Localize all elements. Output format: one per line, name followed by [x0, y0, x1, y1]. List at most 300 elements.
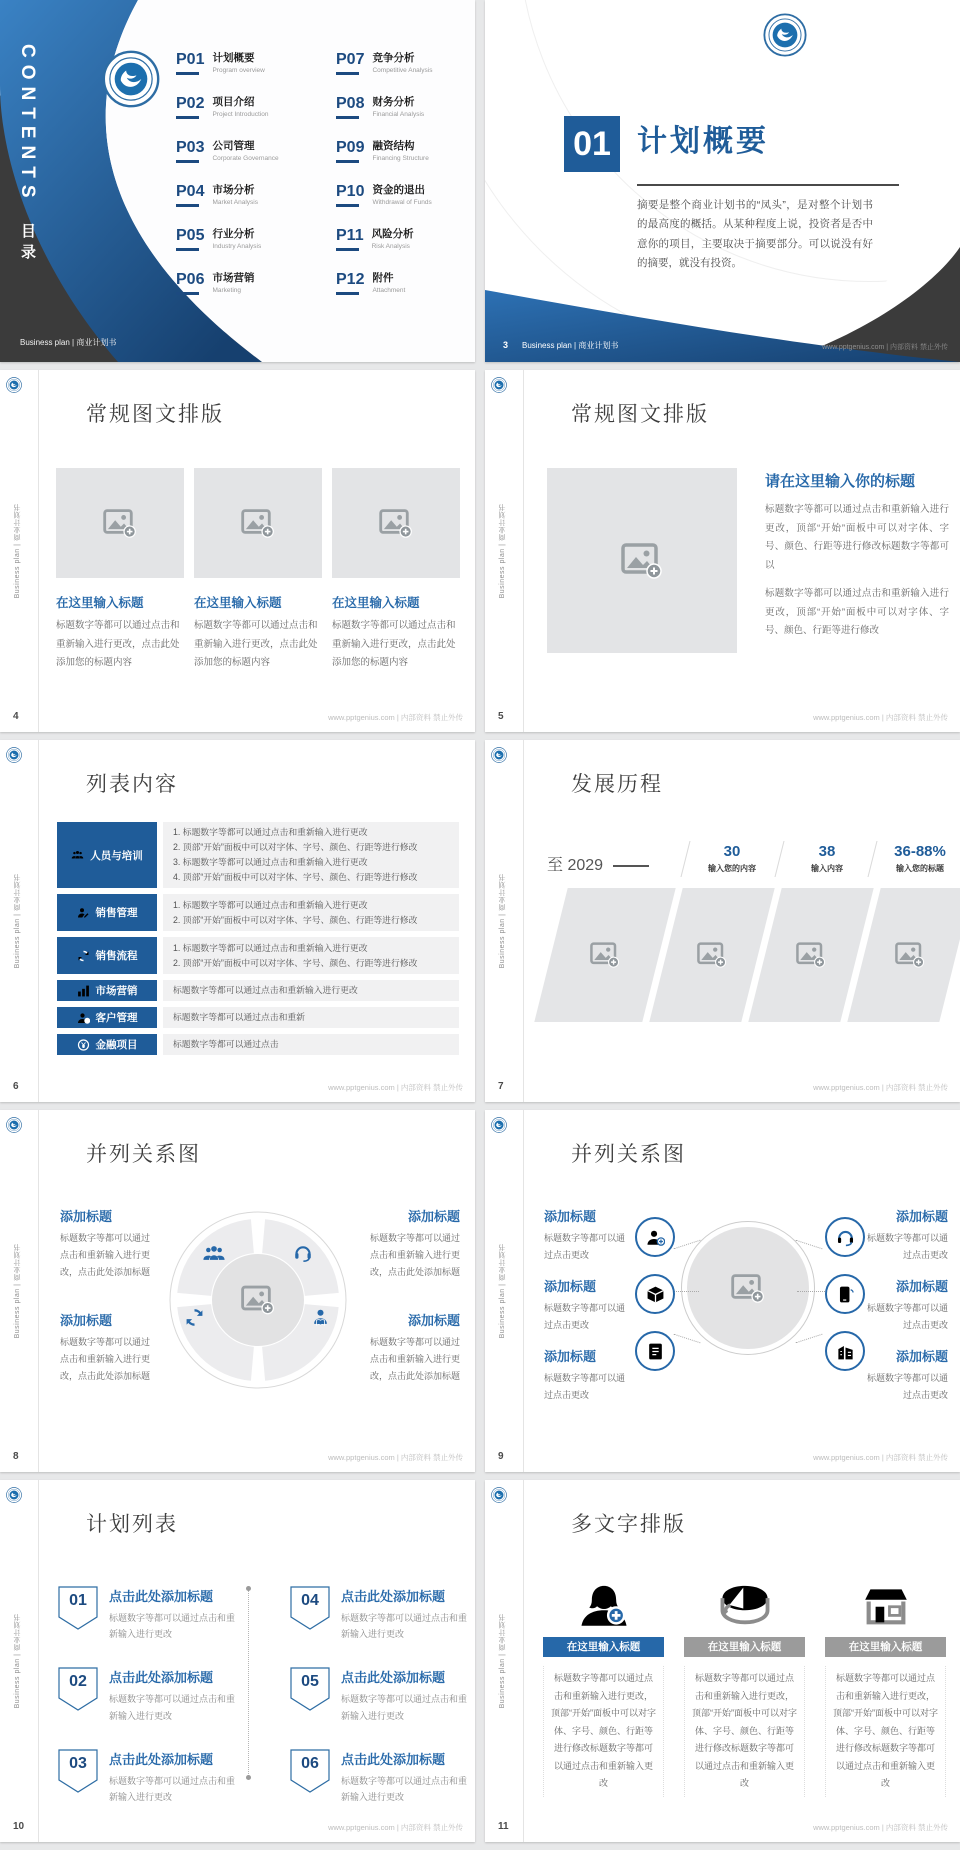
watermark: www.pptgenius.com | 内部资料 禁止外传 [813, 1083, 948, 1092]
list-line: 2. 顶部“开始”面板中可以对字体、字号、颜色、行距等进行修改 [173, 842, 418, 853]
toc-underline [336, 160, 359, 163]
list-label-text: 金融项目 [95, 1039, 138, 1051]
toc-number: P08 [336, 95, 365, 112]
column-body: 标题数字等都可以通过点击和重新输入进行更改，顶部“开始”面板中可以对字体、字号、颜色、行距等进行修改标题数字等都可以通过点击和重新输入更改 [825, 1666, 946, 1797]
page-number: 10 [13, 1821, 25, 1832]
card-title: 在这里输入标题 [194, 596, 282, 610]
list-rows [57, 822, 459, 1055]
toc-item [176, 184, 279, 213]
toc-title: 竞争分析 [372, 52, 415, 64]
company-logo [6, 377, 22, 393]
list-row [57, 1034, 459, 1055]
image-placeholder [56, 468, 184, 578]
list-label [57, 1007, 157, 1028]
sales-process-icon [77, 950, 90, 962]
woman-plus-icon [578, 1582, 630, 1628]
plan-text [109, 1667, 242, 1723]
toc-underline [176, 72, 199, 75]
sidebar-divider [523, 1480, 524, 1842]
number-badge [290, 1586, 330, 1630]
item-heading: 点击此处添加标题 [109, 1751, 214, 1767]
image-card [194, 468, 322, 673]
slide-plan-list[interactable] [0, 1480, 475, 1842]
finance-icon [77, 1039, 90, 1051]
toc-underline [336, 248, 359, 251]
card-body: 标题数字等都可以通过点击和重新输入进行更改，点击此处添加您的标题内容 [194, 620, 318, 669]
toc-number: P01 [176, 51, 205, 68]
block-heading: 添加标题 [895, 1209, 948, 1224]
diagram-text-block [544, 1276, 632, 1334]
toc-underline [336, 116, 359, 119]
customer-icon [77, 1012, 90, 1024]
toc-subtitle: Competitive Analysis [372, 66, 433, 74]
diagram-text-block [366, 1206, 460, 1281]
slide-title: 并列关系图 [571, 1143, 686, 1166]
toc-number: P02 [176, 95, 205, 112]
block-heading: 请在这里输入你的标题 [765, 473, 916, 490]
item-body: 标题数字等都可以通过点击和重新输入进行更改 [109, 1613, 236, 1640]
timeline-stat [865, 843, 960, 874]
list-line: 标题数字等都可以通过点击和重新 [173, 1012, 305, 1023]
page-number: 11 [498, 1821, 509, 1832]
item-heading: 点击此处添加标题 [109, 1589, 214, 1604]
timeline-panels [551, 888, 956, 1022]
image-card [56, 468, 184, 673]
item-body: 标题数字等都可以通过点击和重新输入进行更改 [341, 1694, 468, 1721]
slide-title: 常规图文排版 [86, 403, 224, 426]
toc-title: 行业分析 [212, 228, 255, 240]
item-heading: 点击此处添加标题 [341, 1589, 446, 1604]
block-heading: 添加标题 [60, 1209, 113, 1224]
list-panel [163, 822, 459, 888]
toc-number: P09 [336, 139, 365, 156]
stat-value: 36-88% [894, 843, 946, 860]
image-card-row [56, 468, 460, 673]
stat-label: 输入您的标题 [896, 864, 944, 873]
column-title-bar: 在这里输入标题 [825, 1637, 946, 1657]
block-heading: 添加标题 [544, 1279, 597, 1294]
toc-underline [176, 116, 199, 119]
icon-area [684, 1564, 805, 1628]
block-heading: 添加标题 [544, 1209, 597, 1224]
sidebar-divider [38, 370, 39, 732]
toc-number: P10 [336, 183, 365, 200]
toc-title: 公司管理 [212, 140, 255, 152]
list-line: 4. 顶部“开始”面板中可以对字体、字号、颜色、行距等进行修改 [173, 871, 418, 882]
item-body: 标题数字等都可以通过点击和重新输入进行更改 [109, 1694, 236, 1721]
sales-management-icon [77, 907, 90, 919]
sidebar-vertical-label: Business plan | 商业计划书 [14, 1613, 21, 1709]
add-image-icon [731, 1274, 765, 1303]
multi-text-columns [543, 1564, 946, 1797]
toc-subtitle: Financing Structure [372, 154, 429, 162]
list-label [57, 1034, 157, 1055]
list-panel [163, 1034, 459, 1055]
headset-support-icon [836, 1228, 855, 1247]
badge-number: 03 [69, 1754, 87, 1772]
toc-item [176, 96, 279, 125]
contents-title-cn: 目录 [19, 222, 36, 265]
page-number: 7 [498, 1081, 504, 1092]
sidebar-divider [523, 1110, 524, 1472]
list-row [57, 980, 459, 1001]
stat-label: 输入您的内容 [708, 864, 756, 873]
list-panel [163, 980, 459, 1001]
card-body: 标题数字等都可以通过点击和重新输入进行更改，点击此处添加您的标题内容 [332, 620, 456, 669]
column-body: 标题数字等都可以通过点击和重新输入进行更改，顶部“开始”面板中可以对字体、字号、颜色、行距等进行修改标题数字等都可以通过点击和重新输入更改 [543, 1666, 664, 1797]
sidebar-vertical-label: Business plan | 商业计划书 [14, 503, 21, 599]
list-line: 1. 标题数字等都可以通过点击和重新输入进行更改 [173, 827, 368, 838]
toc-number: P04 [176, 183, 205, 200]
company-logo [6, 1117, 22, 1133]
sidebar-divider [523, 740, 524, 1102]
block-heading: 添加标题 [407, 1313, 460, 1328]
slide-title: 常规图文排版 [571, 403, 709, 426]
number-badge [58, 1749, 98, 1793]
marketing-chart-icon [77, 985, 90, 997]
toc-underline [176, 292, 199, 295]
plan-item [58, 1749, 242, 1805]
plan-text [341, 1586, 474, 1642]
company-logo [491, 1117, 507, 1133]
timeline-stat [677, 843, 787, 874]
team-icon [71, 849, 84, 861]
toc-underline [176, 248, 199, 251]
list-line: 2. 顶部“开始”面板中可以对字体、字号、颜色、行距等进行修改 [173, 957, 418, 968]
list-panel [163, 894, 459, 931]
block-heading: 添加标题 [407, 1209, 460, 1224]
sidebar-vertical-label: Business plan | 商业计划书 [499, 1613, 506, 1709]
column-title-bar: 在这里输入标题 [543, 1637, 664, 1657]
slide-footer [503, 340, 618, 351]
column-title-bar: 在这里输入标题 [684, 1637, 805, 1657]
column-body: 标题数字等都可以通过点击和重新输入进行更改，顶部“开始”面板中可以对字体、字号、颜色、行距等进行修改标题数字等都可以通过点击和重新输入更改 [684, 1666, 805, 1797]
slide-image-text-layout-3col[interactable] [0, 370, 475, 732]
toc-item [336, 52, 432, 81]
block-body: 标题数字等都可以通过点击和重新输入进行更改，点击此处添加标题 [60, 1337, 151, 1382]
contents-vertical-title [16, 44, 38, 265]
toc-title: 项目介绍 [212, 96, 255, 108]
person-plus-icon [646, 1228, 665, 1247]
stat-label: 输入内容 [811, 864, 843, 873]
section-number-box: 01 [564, 116, 620, 172]
block-body: 标题数字等都可以通过点击和重新输入进行更改，点击此处添加标题 [369, 1233, 460, 1278]
add-image-icon [241, 509, 275, 538]
title-divider [637, 184, 899, 186]
block-body: 标题数字等都可以通过点击更改 [866, 1233, 948, 1261]
sidebar-divider [38, 1110, 39, 1472]
watermark: www.pptgenius.com | 内部资料 禁止外传 [328, 1823, 463, 1832]
quadrant-wheel-diagram [167, 1209, 349, 1391]
toc-column-left [176, 52, 279, 301]
watermark: www.pptgenius.com | 内部资料 禁止外传 [328, 713, 463, 722]
slide-footer-label: Business plan | 商业计划书 [20, 338, 117, 347]
list-line: 2. 顶部“开始”面板中可以对字体、字号、颜色、行距等进行修改 [173, 914, 418, 925]
toc-title: 附件 [372, 272, 394, 284]
slide-parallel-relation-hub[interactable] [485, 1110, 960, 1472]
package-box-icon [646, 1285, 665, 1304]
slide-image-text-layout-1col[interactable] [485, 370, 960, 732]
hub-circle [681, 1221, 815, 1355]
plan-text [341, 1667, 474, 1723]
badge-number: 04 [301, 1592, 319, 1609]
plan-item [290, 1667, 474, 1723]
diagram-text-block [860, 1206, 948, 1264]
list-label [57, 894, 157, 931]
slide-section-cover[interactable] [485, 0, 960, 362]
toc-subtitle: Marketing [212, 286, 242, 294]
list-row [57, 937, 459, 974]
toc-subtitle: Attachment [372, 286, 406, 294]
block-body: 标题数字等都可以通过点击更改 [544, 1303, 626, 1331]
toc-item [336, 184, 432, 213]
watermark: www.pptgenius.com | 内部资料 禁止外传 [328, 1453, 463, 1462]
plan-text [109, 1749, 242, 1805]
toc-title: 市场营销 [212, 272, 255, 284]
block-heading: 添加标题 [895, 1349, 948, 1364]
watermark: www.pptgenius.com | 内部资料 禁止外传 [813, 713, 948, 722]
sidebar-vertical-label: Business plan | 商业计划书 [14, 873, 21, 969]
building-icon [836, 1342, 855, 1361]
item-body: 标题数字等都可以通过点击和重新输入进行更改 [341, 1613, 468, 1640]
list-label [57, 980, 157, 1001]
toc-title: 资金的退出 [372, 184, 425, 196]
toc-underline [176, 204, 199, 207]
toc-number: P06 [176, 271, 205, 288]
toc-title: 融资结构 [372, 140, 415, 152]
toc-underline [336, 292, 359, 295]
plan-grid [58, 1586, 474, 1805]
list-line: 标题数字等都可以通过点击和重新输入进行更改 [173, 985, 358, 996]
company-logo [763, 13, 807, 57]
slide-title: 列表内容 [86, 773, 178, 796]
diagram-text-block [60, 1310, 154, 1385]
page-number: 4 [13, 711, 19, 722]
block-body: 标题数字等都可以通过点击和重新输入进行更改，点击此处添加标题 [60, 1233, 151, 1278]
stat-value: 38 [818, 843, 836, 860]
slide-footer-label: Business plan | 商业计划书 [522, 341, 619, 350]
watermark: www.pptgenius.com | 内部资料 禁止外传 [813, 1453, 948, 1462]
timeline-dash [613, 865, 649, 867]
toc-title: 计划概要 [212, 52, 255, 64]
slide-title: 多文字排版 [571, 1513, 686, 1536]
list-line: 标题数字等都可以通过点击 [173, 1039, 279, 1050]
text-column [684, 1564, 805, 1797]
list-label [57, 822, 157, 888]
list-panel [163, 937, 459, 974]
page-number: 9 [498, 1451, 504, 1462]
list-panel [163, 1007, 459, 1028]
node-document [635, 1331, 675, 1371]
plan-item [58, 1586, 242, 1642]
number-badge [290, 1667, 330, 1711]
item-body: 标题数字等都可以通过点击和重新输入进行更改 [109, 1775, 236, 1802]
block-paragraph: 标题数字等都可以通过点击和重新输入进行更改，顶部“开始”面板中可以对字体、字号、颜色、行距等进行修改标题数字等都可以 [765, 504, 949, 571]
toc-title: 市场分析 [212, 184, 255, 196]
slide-parallel-relation-wheel[interactable] [0, 1110, 475, 1472]
store-building-icon [860, 1582, 912, 1628]
list-label-text: 市场营销 [95, 985, 138, 997]
block-body: 标题数字等都可以通过点击更改 [866, 1373, 948, 1401]
section-summary-text: 摘要是整个商业计划书的“凤头”，是对整个计划书的最高度的概括。从某种程度上说，投资者是否中意你的项目，主要取决于摘要部分。可以说没有好的摘要，就没有投资。 [637, 199, 873, 270]
slide-list-content[interactable] [0, 740, 475, 1102]
toc-underline [336, 204, 359, 207]
card-title: 在这里输入标题 [332, 596, 420, 610]
diagram-text-block [60, 1206, 154, 1281]
slide-title: 发展历程 [571, 773, 663, 796]
dotted-connector [671, 1291, 699, 1292]
add-image-icon [590, 942, 620, 968]
item-heading: 点击此处添加标题 [341, 1670, 446, 1686]
company-logo [6, 1487, 22, 1503]
plan-item [58, 1667, 242, 1723]
add-image-icon [895, 942, 925, 968]
diagram-text-block [860, 1276, 948, 1334]
image-placeholder [687, 1227, 809, 1349]
block-body: 标题数字等都可以通过点击和重新输入进行更改，点击此处添加标题 [369, 1337, 460, 1382]
list-label [57, 937, 157, 974]
company-logo [102, 50, 160, 108]
page-number: 8 [13, 1451, 19, 1462]
toc-subtitle: Withdrawal of Funds [372, 198, 432, 206]
toc-subtitle: Project Introduction [212, 110, 269, 118]
section-title: 计划概要 [637, 125, 769, 158]
list-label-text: 人员与培训 [90, 849, 143, 862]
toc-subtitle: Market Analysis [212, 198, 258, 206]
plan-item [290, 1749, 474, 1805]
timeline-year [547, 852, 649, 875]
dotted-connector [797, 1291, 825, 1292]
plan-item [290, 1586, 474, 1642]
stat-value: 30 [723, 843, 741, 860]
item-body: 标题数字等都可以通过点击和重新输入进行更改 [341, 1775, 468, 1802]
toc-item [176, 140, 279, 169]
item-heading: 点击此处添加标题 [109, 1670, 214, 1686]
list-line: 1. 标题数字等都可以通过点击和重新输入进行更改 [173, 942, 368, 953]
list-line: 1. 标题数字等都可以通过点击和重新输入进行更改 [173, 899, 368, 910]
icon-area [543, 1564, 664, 1628]
slide-title: 并列关系图 [86, 1143, 201, 1166]
timeline-year-label: 至 2029 [547, 857, 604, 874]
list-row [57, 1007, 459, 1028]
plan-column-right [290, 1586, 474, 1805]
document-icon [646, 1342, 665, 1361]
plan-text [341, 1749, 474, 1805]
slide-title: 计划列表 [86, 1513, 178, 1536]
add-image-icon [103, 509, 137, 538]
text-column [543, 1564, 664, 1797]
toc-subtitle: Program overview [212, 66, 265, 74]
toc-item [336, 96, 432, 125]
list-line: 3. 标题数字等都可以通过点击和重新输入进行更改 [173, 857, 368, 867]
toc-item [336, 140, 432, 169]
company-logo [491, 747, 507, 763]
icon-area [825, 1564, 946, 1628]
slide-multi-text-layout[interactable] [485, 1480, 960, 1842]
node-package [635, 1274, 675, 1314]
node-customer [825, 1217, 865, 1257]
node-building [825, 1331, 865, 1371]
block-heading: 添加标题 [60, 1313, 113, 1328]
toc-subtitle: Industry Analysis [212, 242, 262, 250]
list-label-text: 客户管理 [95, 1012, 138, 1024]
slide-development-history[interactable] [485, 740, 960, 1102]
sidebar-vertical-label: Business plan | 商业计划书 [499, 503, 506, 599]
toc-number: P07 [336, 51, 365, 68]
sidebar-divider [38, 740, 39, 1102]
badge-number: 05 [301, 1673, 319, 1691]
add-image-icon [379, 509, 413, 538]
text-block [765, 470, 949, 641]
slide-contents[interactable] [0, 0, 475, 362]
toc-underline [336, 72, 359, 75]
block-paragraph: 标题数字等都可以通过点击和重新输入进行更改，顶部“开始”面板中可以对字体、字号、颜色、行距等进行修改 [765, 588, 949, 637]
toc-number: P03 [176, 139, 205, 156]
image-placeholder [332, 468, 460, 578]
list-label-text: 销售管理 [95, 907, 138, 919]
image-placeholder [547, 468, 737, 653]
toc-title: 财务分析 [372, 96, 415, 108]
number-badge [58, 1586, 98, 1630]
badge-number: 02 [69, 1673, 87, 1691]
page-number: 6 [13, 1081, 19, 1092]
page-number: 3 [503, 340, 509, 350]
contents-title-en: CONTENTS [17, 44, 38, 205]
block-body: 标题数字等都可以通过点击更改 [544, 1373, 626, 1401]
toc-subtitle: Risk Analysis [371, 242, 410, 250]
text-column [825, 1564, 946, 1797]
company-logo [491, 1487, 507, 1503]
sidebar-divider [523, 370, 524, 732]
badge-number: 06 [301, 1754, 319, 1772]
card-body: 标题数字等都可以通过点击和重新输入进行更改，点击此处添加您的标题内容 [56, 620, 180, 669]
toc-number: P12 [336, 271, 365, 288]
image-card [332, 468, 460, 673]
image-placeholder [194, 468, 322, 578]
mobile-phone-icon [836, 1285, 855, 1304]
watermark: www.pptgenius.com | 内部资料 禁止外传 [822, 344, 948, 351]
block-body: 标题数字等都可以通过点击更改 [544, 1233, 626, 1261]
card-title: 在这里输入标题 [56, 596, 144, 610]
diagram-text-block [366, 1310, 460, 1385]
node-phone [825, 1274, 865, 1314]
add-image-icon [697, 942, 727, 968]
toc-number: P11 [336, 227, 364, 244]
sidebar-vertical-label: Business plan | 商业计划书 [499, 1243, 506, 1339]
plan-column-left [58, 1586, 242, 1805]
toc-item [176, 52, 279, 81]
toc-item [336, 228, 432, 257]
list-row [57, 894, 459, 931]
dotted-connector [796, 1334, 823, 1344]
block-heading: 添加标题 [544, 1349, 597, 1364]
toc-underline [176, 160, 199, 163]
toc-item [336, 272, 432, 301]
add-image-icon [621, 543, 663, 579]
add-image-icon [796, 942, 826, 968]
diagram-text-block [544, 1346, 632, 1404]
sidebar-divider [38, 1480, 39, 1842]
toc-subtitle: Corporate Governance [212, 154, 279, 162]
dotted-connector [674, 1334, 701, 1344]
watermark: www.pptgenius.com | 内部资料 禁止外传 [813, 1823, 948, 1832]
node-person-plus [635, 1217, 675, 1257]
block-heading: 添加标题 [895, 1279, 948, 1294]
item-heading: 点击此处添加标题 [341, 1751, 446, 1767]
number-badge [58, 1667, 98, 1711]
pie-chart-icon [719, 1582, 771, 1628]
number-badge [290, 1749, 330, 1793]
